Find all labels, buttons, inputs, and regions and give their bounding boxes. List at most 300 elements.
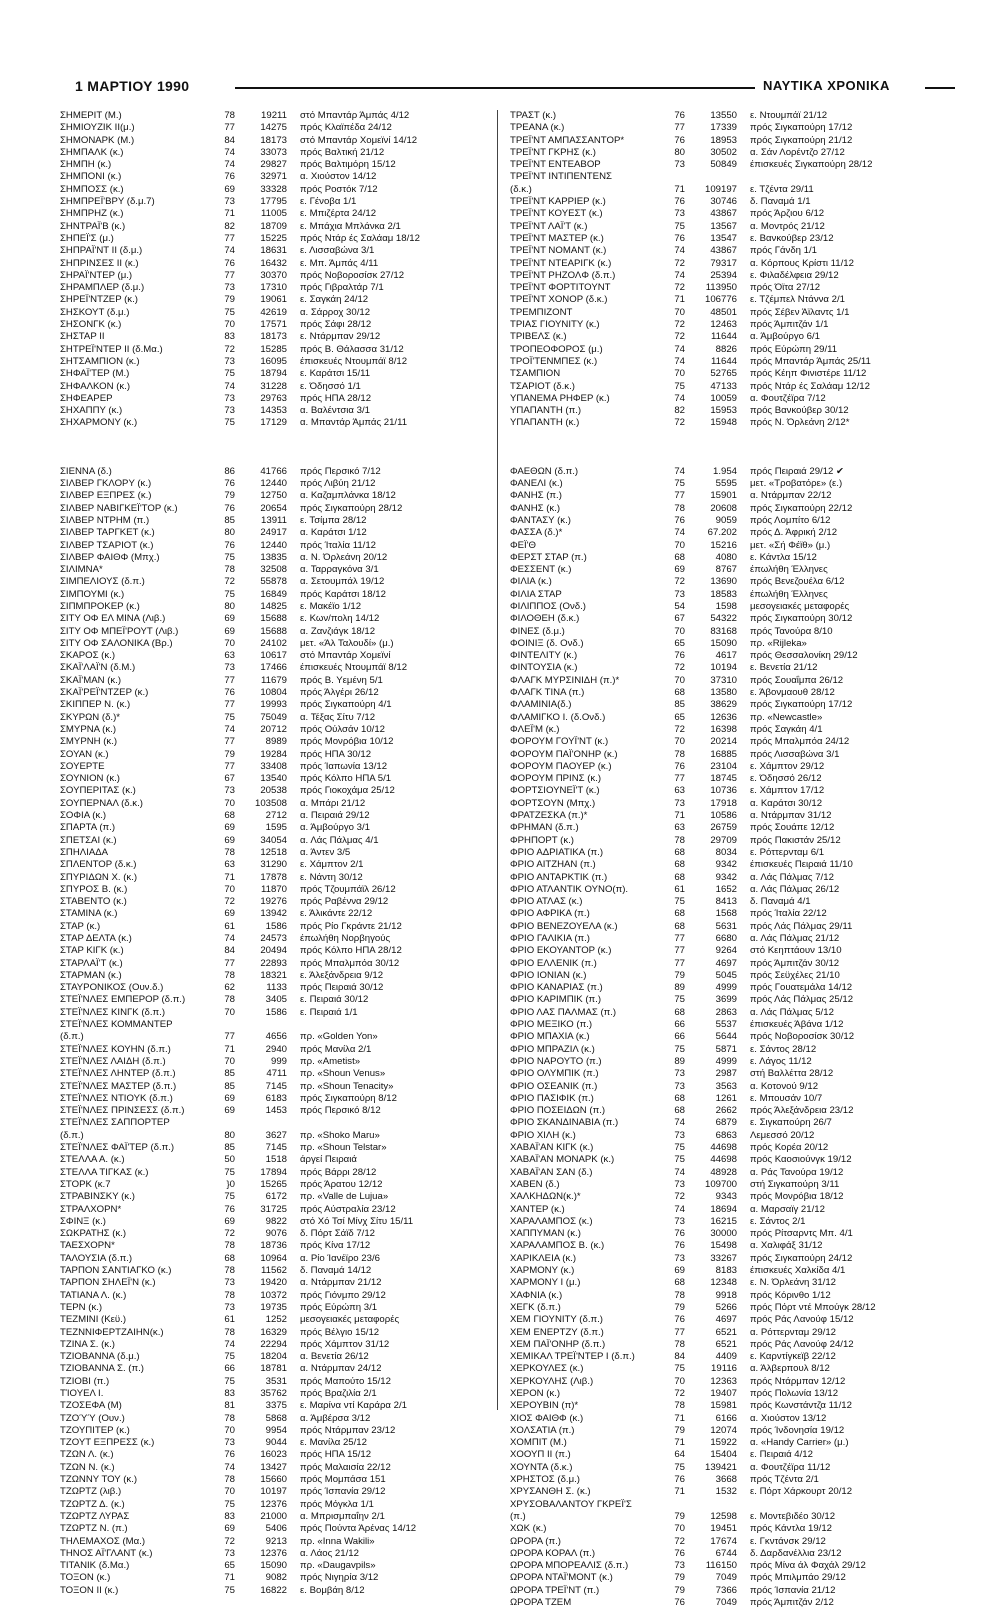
ship-tonnage: 83168 [710,625,737,637]
ship-tonnage: 9044 [265,1437,287,1449]
ship-row [510,147,938,159]
ship-destination: στό Μπαντάρ Χομεϊνί 14/12 [300,134,418,146]
ship-row [60,1228,488,1240]
ship-tonnage: 9213 [265,1535,287,1547]
ship-row [60,490,488,502]
ship-tonnage: 10617 [260,650,287,662]
ship-name: ΤΖΙΟΒΑΝΝΑ Σ. (π.) [60,1363,144,1375]
ship-tonnage: 15688 [260,625,287,637]
ship-row [510,1376,938,1388]
ship-year: 76 [674,1228,685,1240]
ship-row [510,1154,938,1166]
page-header [75,70,945,100]
ship-year: 73 [674,159,685,171]
ship-name: ΦΡΙΟ ΚΑΝΑΡΙΑΣ (π.) [510,982,603,994]
ship-row [510,1216,938,1228]
ship-year: 73 [224,196,235,208]
ship-year: 73 [674,1252,685,1264]
ship-year: 62 [224,982,235,994]
ship-year: 70 [224,1006,235,1018]
ship-tonnage: 13540 [260,773,287,785]
ship-row [60,307,488,319]
ship-tonnage: 30502 [710,146,737,158]
ship-destination: ε. Τζέμπελ Ντάννα 2/1 [750,294,845,306]
ship-year: 85 [224,514,235,526]
ship-destination: πρός Κορέα 20/12 [750,1142,829,1154]
ship-name: ΦΡΙΟ ΠΟΣΕΙΔΩΝ (π.) [510,1105,606,1117]
ship-name: ΤΕΡΝ (κ.) [60,1301,103,1313]
ship-row [510,294,938,306]
ship-tonnage: 17310 [260,282,287,294]
ship-year: 63 [674,822,685,834]
ship-destination: πρός Λιβύη 21/12 [300,478,376,490]
ship-row [510,1142,938,1154]
ship-name: ΦΑΝΤΑΣΥ (κ.) [510,514,571,526]
ship-row [510,945,938,957]
ship-name: ΣΗΦΑΛΚΟΝ (κ.) [60,380,131,392]
ship-row [60,785,488,797]
ship-name: ΦΡΙΟ ΟΣΕΑΝΙΚ (π.) [510,1080,598,1092]
ship-row [60,478,488,490]
ship-destination: πρός Κόλπο ΗΠΑ 5/1 [300,773,392,785]
ship-year: 83 [224,1387,235,1399]
ship-name: ΧΕΡΚΟΥΛΗΣ (Λιβ.) [510,1375,594,1387]
ship-tonnage: 13942 [260,908,287,920]
ship-name: ΣΠΥΡΙΔΩΝ Χ. (κ.) [60,871,138,883]
ship-year: 68 [674,859,685,871]
ship-name: ΦΑΝΕΛΙ (κ.) [510,478,563,490]
ship-year: 76 [224,539,235,551]
ship-name: ΣΤΑΡ ΚΙΓΚ (κ.) [60,945,124,957]
ship-name: ΦΡΙΟ ΙΟΝΙΑΝ (κ.) [510,969,587,981]
ship-destination: ε. Χάμπτον 2/1 [300,859,364,871]
ship-destination: πρός Σιγκαπούρη 30/12 [750,613,853,625]
ship-row [510,835,938,847]
ship-row [60,1302,488,1314]
ship-name: ΦΑΣΣΑ (δ.)* [510,527,563,539]
ship-destination: πρός Κέηπ Φινιστέρε 11/12 [750,368,867,380]
ship-tonnage: 31290 [260,859,287,871]
ship-tonnage: 7145 [265,1142,287,1154]
ship-year: 75 [674,1363,685,1375]
ship-name: ΣΙΤΥ ΟΦ ΜΠΕΪ'ΡΟΥΤ (Λιβ.) [60,625,179,637]
ship-year: 75 [674,994,685,1006]
ship-year: 85 [224,1068,235,1080]
ship-destination: πρός Εύρώπη 29/11 [750,343,838,355]
ship-name: ΣΤΕΪ'ΝΛΕΣ ΦΑΪ'ΤΕΡ (δ.π.) [60,1142,175,1154]
ship-row [60,576,488,588]
ship-tonnage: 18321 [260,969,287,981]
ship-row [60,540,488,552]
ship-name: ΧΕΡΟΝ (κ.) [510,1387,561,1399]
ship-tonnage: 3375 [265,1400,287,1412]
ship-year: 75 [224,1166,235,1178]
ship-name: ΣΠΥΡΟΣ Β. (κ.) [60,883,128,895]
ship-destination: ε. Γκντάνσκ 29/12 [750,1535,826,1547]
ship-destination: πρός Τζουμπάϊλ 26/12 [300,883,396,895]
ship-name: ΣΗΡΕΪ'ΝΤΖΕΡ (κ.) [60,294,138,306]
ship-destination: πρός Ν. Όρλεάνη 2/12* [750,417,850,429]
ship-name: ΤΖΟΎΎ (Ουν.) [60,1412,125,1424]
ship-destination: α. Ντάρμπαν 22/12 [750,490,832,502]
ship-year: 73 [674,797,685,809]
ship-name: ΣΙΛΒΕΡ ΤΑΡΓΚΕΤ (κ.) [60,527,155,539]
ship-name: ΣΙΤΥ ΟΦ ΕΛ ΜΙΝΑ (Λιβ.) [60,613,166,625]
ship-name: ΣΙΛΒΕΡ ΝΑΒΙΓΚΕΪ'ΤΟΡ (κ.) [60,502,178,514]
ship-year: 73 [674,1178,685,1190]
ship-row [60,1339,488,1351]
ship-year: 73 [224,405,235,417]
ship-year: 81 [224,1400,235,1412]
ship-tonnage: 29827 [260,159,287,171]
ship-year: 75 [224,417,235,429]
ship-name: ΣΗΠΡΑΪ'ΝΤ ΙΙ (δ.μ.) [60,245,143,257]
ship-name: ΦΛΑΜΙΝΙΑ(δ.) [510,699,572,711]
ship-year: 83 [224,1510,235,1522]
ship-year: 77 [224,957,235,969]
ship-tonnage: 1532 [715,1486,737,1498]
ship-name: ΣΗΝΤΡΑΪ'Β (κ.) [60,220,126,232]
ship-name: ΣΤΟΡΚ (κ.7 [60,1178,111,1190]
ship-tonnage: 20538 [260,785,287,797]
ship-year: 79 [674,1584,685,1596]
ship-tonnage: 25394 [710,269,737,281]
ship-destination: πρός Γιόνμπο 29/12 [300,1289,386,1301]
ship-destination: πρ. «Golden Yon» [300,1031,378,1043]
ship-tonnage: 18204 [260,1351,287,1363]
ship-name: ΧΑΡΑΛΑΜΠΟΣ Β. (κ.) [510,1240,605,1252]
ship-row [510,393,938,405]
ship-tonnage: 15981 [710,1400,737,1412]
ship-row [510,736,938,748]
ship-tonnage: 79317 [710,257,737,269]
ship-tonnage: 9082 [265,1572,287,1584]
ship-name: ΦΡΙΟ ΑΦΡΙΚΑ (π.) [510,908,590,920]
ship-year: 70 [674,368,685,380]
ship-year: 75 [674,1142,685,1154]
ship-tonnage: 5266 [715,1301,737,1313]
ship-tonnage: 8989 [265,736,287,748]
ship-year: 79 [224,748,235,760]
ship-name: ΤΡΕΪ'ΝΤ ΚΑΡΡΙΕΡ (κ.) [510,196,606,208]
ship-year: 68 [674,1006,685,1018]
ship-name: ΤΡΑΣΤ (κ.) [510,110,557,121]
ship-name: ΦΛΕΪ'Μ (κ.) [510,723,560,735]
ship-row [60,258,488,270]
ship-row [510,1499,938,1511]
ship-row [60,1327,488,1339]
ship-destination: πρός Ίταλία 11/12 [300,539,377,551]
ship-tonnage: 12750 [260,490,287,502]
ship-row [60,1265,488,1277]
ship-year: 69 [224,613,235,625]
ship-destination: πρός Βαλτική 21/12 [300,146,385,158]
ship-year: 70 [674,306,685,318]
ship-destination: α. Άμβέρσα 3/12 [300,1412,371,1424]
ship-name: ΦΡΙΟ ΜΠΡΑΖΙΛ (κ.) [510,1043,595,1055]
ship-row [510,1179,938,1191]
ship-name: ΣΤΕΛΛΑ Α. (κ.) [60,1154,125,1166]
ship-year: 75 [674,1043,685,1055]
ship-name: ΦΕΡΣΤ ΣΤΑΡ (π.) [510,551,587,563]
ship-name: ΩΡΟΡΑ ΤΖΕΜ [510,1597,572,1609]
ship-destination: πρός Ντάρ ές Σαλάαμ 18/12 [300,232,420,244]
ship-row [60,798,488,810]
ship-destination: α. Λάς Πάλμας 5/12 [750,1006,834,1018]
ship-destination: ε. Πειραιά 1/1 [300,1006,358,1018]
ship-destination: ε. Πειραιά 4/12 [750,1449,813,1461]
ship-tonnage: 55878 [260,576,287,588]
ship-name: ΧΕΡΚΟΥΛΕΣ (κ.) [510,1363,584,1375]
ship-name: ΥΠΑΝΕΜΑ ΡΗΦΕΡ (κ.) [510,392,610,404]
ship-row [60,1351,488,1363]
ship-year: 76 [674,110,685,121]
ship-tonnage: 10197 [260,1486,287,1498]
ship-row [510,490,938,502]
ship-row [510,356,938,368]
ship-destination: α. Χιούστον 13/12 [750,1412,827,1424]
ship-name: ΣΤΑΡΛΑΪ'Τ (κ.) [60,957,123,969]
ship-tonnage: 13835 [260,551,287,563]
ship-row [510,970,938,982]
ship-name: ΣΤΕΪ'ΝΛΕΣ ΚΙΝΓΚ (δ.π.) [60,1006,166,1018]
ship-tonnage: 20712 [260,723,287,735]
ship-tonnage: 6521 [715,1326,737,1338]
ship-name: ΧΑΦΝΙΑ (κ.) [510,1289,563,1301]
ship-row [510,1339,938,1351]
ship-name: ΤΖΩΝΝΥ ΤΟΥ (κ.) [60,1474,138,1486]
ship-name: ΦΡΙΟ ΕΛΛΕΝΙΚ (π.) [510,957,597,969]
ship-tonnage: 44698 [710,1142,737,1154]
ship-tonnage: 18583 [710,588,737,600]
ship-row [60,650,488,662]
ship-tonnage: 999 [270,1055,287,1067]
ship-tonnage: 30370 [260,269,287,281]
ship-year: 66 [674,1031,685,1043]
ship-name: (δ.κ.) [510,183,532,195]
ship-year: 76 [674,1474,685,1486]
ship-year: 70 [224,883,235,895]
ship-destination: πρός Μαπούτο 15/12 [300,1375,391,1387]
ship-tonnage: 12440 [260,478,287,490]
ship-year: 70 [674,1375,685,1387]
ship-year: 74 [674,245,685,257]
ship-row [510,1474,938,1486]
ship-year: 77 [674,957,685,969]
ship-name: ΧΑΒΑΪ'ΑΝ ΣΑΝ (δ.) [510,1166,593,1178]
ship-destination: πρός Πειραιά 29/12 ✔ [750,465,845,477]
ship-row [60,1585,488,1597]
ship-year: 73 [224,282,235,294]
ship-name: ΧΟΥΝΤΑ (δ.κ.) [510,1461,573,1473]
ship-year: 85 [224,1080,235,1092]
ship-destination: άργεί Πειραιά [300,1154,357,1166]
ship-row [510,847,938,859]
ship-destination: πρός Γουατεμάλα 14/12 [750,982,853,994]
ship-year: 78 [224,1474,235,1486]
ship-tonnage: 50849 [710,159,737,171]
ship-destination: α. Μαρσαϊγ 21/12 [750,1203,825,1215]
ship-destination: α. Άμβούργο 6/1 [750,331,820,343]
ship-row [60,1007,488,1019]
ship-row [510,921,938,933]
ship-name: ΦΡΙΟ ΜΕΞΙΚΟ (π.) [510,1019,593,1031]
ship-tonnage: 6879 [715,1117,737,1129]
ship-tonnage: 13690 [710,576,737,588]
ship-row [60,233,488,245]
ship-row [60,417,488,429]
ship-year: 76 [674,760,685,772]
ship-year: 68 [674,1105,685,1117]
ship-name: ΣΤΑΡΜΑΝ (κ.) [60,969,122,981]
ship-name: ΦΕΣΣΕΝΤ (κ.) [510,564,572,576]
ship-year: 65 [224,1560,235,1572]
ship-row [510,1572,938,1584]
ship-destination: πρός Γιβραλτάρ 7/1 [300,282,384,294]
ship-tonnage: 7366 [715,1584,737,1596]
ship-destination: πρός Πολωνία 13/12 [750,1387,839,1399]
ship-destination: πρός Β. Υεμένη 5/1 [300,674,383,686]
ship-year: 77 [224,122,235,134]
ship-name: ΩΡΟΡΑ (π.) [510,1535,561,1547]
ship-name: (δ.π.) [60,1129,84,1141]
ship-tonnage: 15225 [260,232,287,244]
ship-name: ΦΟΡΟΥΜ ΠΡΙΝΣ (κ.) [510,773,602,785]
ship-row [60,1499,488,1511]
ship-year: 78 [224,969,235,981]
ship-name: ΦΡΙΟ ΑΤΛΑΝΤΙΚ ΟΥΝΟ(π). [510,883,629,895]
ship-name: ΤΡΟΪ'ΤΕΝΜΠΕΣ (κ.) [510,355,598,367]
ship-tonnage: 3699 [715,994,737,1006]
ship-destination: μετ. «Σή Φέϊθ» (μ.) [750,539,831,551]
ship-row [60,749,488,761]
ship-row [510,933,938,945]
ship-name: ΧΡΗΣΤΟΣ (δ.μ.) [510,1474,580,1486]
ship-row [60,1462,488,1474]
ship-row [60,1253,488,1265]
ship-year: 73 [224,1547,235,1559]
ship-tonnage: 16398 [710,723,737,735]
ship-row [510,687,938,699]
ship-destination: πρός Πειραιά 30/12 [300,982,384,994]
ship-year: 72 [674,417,685,429]
ship-row [60,896,488,908]
ship-tonnage: 34054 [260,834,287,846]
ship-tonnage: 12598 [710,1510,737,1522]
ship-year: 86 [224,465,235,477]
ship-year: 70 [224,319,235,331]
ship-row [60,1277,488,1289]
ship-year: 73 [674,208,685,220]
ship-year: 76 [674,650,685,662]
ship-row [510,221,938,233]
ship-name: ΤΕΖΜΙΝΙ (Κεϋ.) [60,1314,127,1326]
ship-year: 67 [224,773,235,785]
ship-year: 64 [674,1449,685,1461]
ship-destination: πρός Ίνδονησία 19/12 [750,1424,845,1436]
ship-group-right-1 [510,110,938,430]
ship-row [60,196,488,208]
ship-year: 68 [674,1092,685,1104]
ship-year: 80 [224,600,235,612]
ship-row [510,650,938,662]
ship-name: ΣΗΠΡΙΝΣΕΣ ΙΙ (κ.) [60,257,139,269]
ship-name: ΥΠΑΠΑΝΤΗ (κ.) [510,417,580,429]
ship-name: ΣΙΛΙΜΝΑ* [60,564,103,576]
ship-row [510,135,938,147]
ship-destination: α. Άλβερπουλ 8/12 [750,1363,830,1375]
ship-name: ΦΡΙΟ ΣΚΑΝΔΙΝΑΒΙΑ (π.) [510,1117,619,1129]
ship-tonnage: 109700 [704,1178,737,1190]
ship-year: 78 [674,1289,685,1301]
ship-row [510,810,938,822]
ship-row [60,564,488,576]
ship-tonnage: 15948 [710,417,737,429]
ship-row [510,773,938,785]
ship-destination: πρός Πόρτ ντέ Μπούγκ 28/12 [750,1301,876,1313]
ship-name: ΣΗΜΠΑΛΚ (κ.) [60,146,124,158]
ship-year: 74 [674,1117,685,1129]
ship-destination: μεσογειακές μεταφορές [750,600,850,612]
ship-tonnage: 16023 [260,1449,287,1461]
ship-row [60,319,488,331]
ship-name: ΣΤΕΪ'ΝΛΕΣ ΣΑΠΠΟΡΤΕΡ [60,1117,170,1129]
ship-tonnage: 15216 [710,539,737,551]
ship-name: ΣΙΛΒΕΡ ΝΤΡΗΜ (π.) [60,514,150,526]
ship-row [60,1204,488,1216]
ship-row [60,638,488,650]
ship-year: 77 [224,232,235,244]
ship-destination: ε. Όδησσό 1/1 [300,380,361,392]
ship-row [510,245,938,257]
ship-destination: πρός Σιγκαπούρη 8/12 [300,1092,397,1104]
ship-destination: α. Μπαντάρ Άμπάς 21/11 [300,417,408,429]
ship-destination: έπωλήθη Έλληνες [750,564,828,576]
ship-name: ΦΛΑΓΚ ΤΙΝΑ (π.) [510,687,585,699]
ship-tonnage: 4999 [715,982,737,994]
ship-row [510,1413,938,1425]
ship-row [60,344,488,356]
ship-destination: πρός Σιγκαπούρη 24/12 [750,1252,853,1264]
ship-row [510,1536,938,1548]
ship-name: ΤΟΞΟΝ (κ.) [60,1572,111,1584]
ship-name: ΣΗΜΠΡΗΖ (κ.) [60,208,124,220]
ship-row [510,638,938,650]
ship-row [510,122,938,134]
ship-year: 72 [674,1387,685,1399]
column-divider [497,110,498,1410]
ship-destination: πρός Βέλγιο 15/12 [300,1326,380,1338]
ship-name: ΣΗΤΣΑΜΠΙΟΝ (κ.) [60,355,140,367]
ship-destination: πρός Ίσπανία 29/12 [300,1486,386,1498]
ship-row [510,1191,938,1203]
ship-row [60,626,488,638]
ship-year: 72 [674,662,685,674]
ship-year: 76 [224,171,235,183]
ship-destination: ε. Πόρτ Χάρκουρτ 20/12 [750,1486,853,1498]
ship-destination: α. Ρίο Ίανέϊρο 23/6 [300,1252,380,1264]
ship-tonnage: 33267 [710,1252,737,1264]
ship-row [60,1400,488,1412]
ship-destination: πρός Ντάρμπαν 12/12 [750,1375,846,1387]
ship-tonnage: 38629 [710,699,737,711]
ship-name: ΤΡΕΪ'ΝΤ ΦΟΡΤΙΤΟΥΝΤ [510,282,611,294]
ship-destination: στό Μπαντάρ Χομεϊνί [300,650,391,662]
ship-destination: α. Κοτονού 9/12 [750,1080,819,1092]
ship-name: ΦΡΙΟ ΒΕΝΕΖΟΥΕΛΑ (κ.) [510,920,618,932]
ship-row [60,1413,488,1425]
ship-destination: α. Ζανζιάγκ 18/12 [300,625,376,637]
